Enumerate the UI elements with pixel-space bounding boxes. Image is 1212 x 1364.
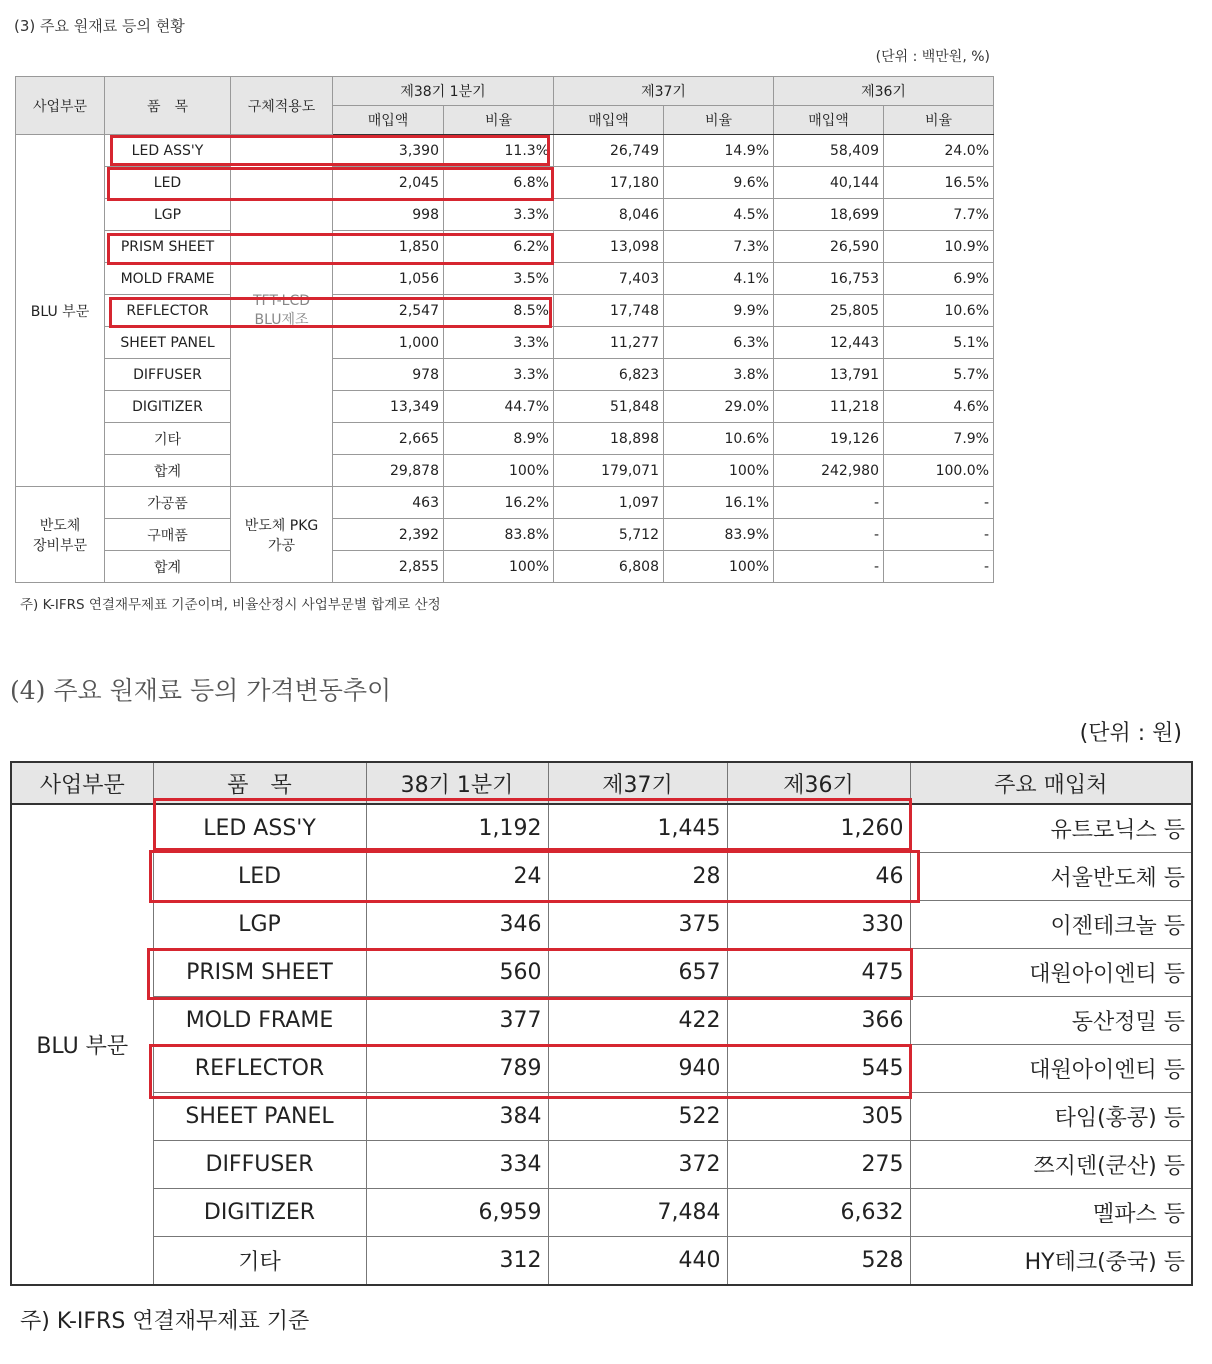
amount-cell: 11,218 xyxy=(774,391,884,423)
price-cell: 372 xyxy=(548,1141,727,1189)
ratio-cell: 24.0% xyxy=(884,135,994,167)
amount-cell: 13,098 xyxy=(554,231,664,263)
ratio-cell: 6.8% xyxy=(444,167,554,199)
ratio-cell: 16.5% xyxy=(884,167,994,199)
price-cell: 422 xyxy=(548,997,727,1045)
price-cell: 28 xyxy=(548,853,727,901)
price-cell: 789 xyxy=(366,1045,548,1093)
ratio-cell: 11.3% xyxy=(444,135,554,167)
ratio-cell: 83.9% xyxy=(664,519,774,551)
supplier-cell: 대원아이엔티 등 xyxy=(910,1045,1192,1093)
ratio-cell: 10.9% xyxy=(884,231,994,263)
header-segment: 사업부문 xyxy=(16,77,105,135)
price-cell: 940 xyxy=(548,1045,727,1093)
item-cell: 구매품 xyxy=(105,519,231,551)
price-cell: 1,192 xyxy=(366,804,548,853)
supplier-cell: 대원아이엔티 등 xyxy=(910,949,1192,997)
ratio-cell: - xyxy=(884,551,994,583)
ratio-cell: 5.7% xyxy=(884,359,994,391)
item-cell: DIGITIZER xyxy=(105,391,231,423)
amount-cell: 19,126 xyxy=(774,423,884,455)
section3-title: (3) 주요 원재료 등의 현황 xyxy=(14,17,185,35)
table-row xyxy=(11,853,1192,901)
price-cell: 545 xyxy=(727,1045,910,1093)
segment-cell-blu: BLU 부문 xyxy=(16,135,105,487)
ratio-cell: 8.5% xyxy=(444,295,554,327)
amount-cell: 13,791 xyxy=(774,359,884,391)
item-cell: 가공품 xyxy=(105,487,231,519)
ratio-cell: 100% xyxy=(664,551,774,583)
ratio-cell: 5.1% xyxy=(884,327,994,359)
ratio-cell: 3.5% xyxy=(444,263,554,295)
ratio-cell: - xyxy=(884,487,994,519)
item-cell: MOLD FRAME xyxy=(105,263,231,295)
price-cell: 657 xyxy=(548,949,727,997)
table-row xyxy=(16,423,994,455)
header-period-37: 제37기 xyxy=(554,77,774,106)
ratio-cell: 10.6% xyxy=(884,295,994,327)
segment-cell-blu: BLU 부문 xyxy=(11,804,153,1285)
section4-note: 주) K-IFRS 연결재무제표 기준 xyxy=(20,1309,310,1334)
header-period-38q1: 38기 1분기 xyxy=(366,762,548,804)
ratio-cell: 3.3% xyxy=(444,199,554,231)
ratio-cell: 6.9% xyxy=(884,263,994,295)
item-cell: LED xyxy=(153,853,366,901)
amount-cell: 6,823 xyxy=(554,359,664,391)
usage-line-1: TFT-LCD xyxy=(252,292,311,309)
table-row xyxy=(16,551,994,583)
supplier-cell: 동산정밀 등 xyxy=(910,997,1192,1045)
supplier-cell: 쯔지덴(쿤산) 등 xyxy=(910,1141,1192,1189)
amount-cell: 2,665 xyxy=(333,423,444,455)
price-cell: 305 xyxy=(727,1093,910,1141)
supplier-cell: 이젠테크놀 등 xyxy=(910,901,1192,949)
table-row xyxy=(16,135,994,167)
item-cell: 합계 xyxy=(105,455,231,487)
segment-cell-semiconductor xyxy=(16,487,105,583)
header-ratio: 비율 xyxy=(884,106,994,135)
supplier-cell: 유트로닉스 등 xyxy=(910,804,1192,853)
price-cell: 528 xyxy=(727,1237,910,1286)
header-item: 품 목 xyxy=(105,77,231,135)
item-cell: 기타 xyxy=(105,423,231,455)
ratio-cell: 100.0% xyxy=(884,455,994,487)
table-row xyxy=(16,455,994,487)
header-period-36: 제36기 xyxy=(727,762,910,804)
section3-note: 주) K-IFRS 연결재무제표 기준이며, 비율산정시 사업부문별 합계로 산정 xyxy=(20,597,441,613)
ratio-cell: 7.3% xyxy=(664,231,774,263)
amount-cell: 40,144 xyxy=(774,167,884,199)
table-row xyxy=(11,1141,1192,1189)
header-item: 품 목 xyxy=(153,762,366,804)
table-row xyxy=(16,327,994,359)
amount-cell: 1,056 xyxy=(333,263,444,295)
price-cell: 275 xyxy=(727,1141,910,1189)
usage-cell-blu xyxy=(231,135,333,487)
item-cell: LED ASS'Y xyxy=(105,135,231,167)
ratio-cell: 7.9% xyxy=(884,423,994,455)
ratio-cell: 10.6% xyxy=(664,423,774,455)
item-cell: MOLD FRAME xyxy=(153,997,366,1045)
table-row xyxy=(16,487,994,519)
table-row xyxy=(11,949,1192,997)
item-cell: LED xyxy=(105,167,231,199)
ratio-cell: 6.3% xyxy=(664,327,774,359)
ratio-cell: 44.7% xyxy=(444,391,554,423)
amount-cell: 179,071 xyxy=(554,455,664,487)
price-cell: 46 xyxy=(727,853,910,901)
segment-line-1: 반도체 xyxy=(39,517,81,534)
ratio-cell: 83.8% xyxy=(444,519,554,551)
price-trend-table xyxy=(10,761,1193,1286)
item-cell: REFLECTOR xyxy=(105,295,231,327)
amount-cell: - xyxy=(774,551,884,583)
amount-cell: 18,699 xyxy=(774,199,884,231)
amount-cell: 12,443 xyxy=(774,327,884,359)
price-cell: 6,632 xyxy=(727,1189,910,1237)
price-cell: 6,959 xyxy=(366,1189,548,1237)
price-cell: 334 xyxy=(366,1141,548,1189)
supplier-cell: 타임(홍콩) 등 xyxy=(910,1093,1192,1141)
table-row xyxy=(11,901,1192,949)
amount-cell: 463 xyxy=(333,487,444,519)
ratio-cell: 100% xyxy=(664,455,774,487)
price-cell: 24 xyxy=(366,853,548,901)
table-row xyxy=(16,359,994,391)
item-cell: PRISM SHEET xyxy=(153,949,366,997)
table-row xyxy=(16,519,994,551)
table-row xyxy=(16,199,994,231)
price-cell: 346 xyxy=(366,901,548,949)
header-amount: 매입액 xyxy=(333,106,444,135)
segment-line-2: 장비부문 xyxy=(32,537,88,554)
price-cell: 1,445 xyxy=(548,804,727,853)
item-cell: LGP xyxy=(105,199,231,231)
header-period-36: 제36기 xyxy=(774,77,994,106)
amount-cell: 26,590 xyxy=(774,231,884,263)
amount-cell: 17,180 xyxy=(554,167,664,199)
amount-cell: 13,349 xyxy=(333,391,444,423)
amount-cell: 51,848 xyxy=(554,391,664,423)
ratio-cell: 3.3% xyxy=(444,327,554,359)
item-cell: DIFFUSER xyxy=(153,1141,366,1189)
table-row xyxy=(11,1093,1192,1141)
ratio-cell: 14.9% xyxy=(664,135,774,167)
ratio-cell: 4.1% xyxy=(664,263,774,295)
table-row xyxy=(11,804,1192,853)
section3-unit: (단위 : 백만원, %) xyxy=(875,49,990,65)
table-row xyxy=(16,263,994,295)
ratio-cell: 16.1% xyxy=(664,487,774,519)
ratio-cell: 3.3% xyxy=(444,359,554,391)
supplier-cell: 서울반도체 등 xyxy=(910,853,1192,901)
amount-cell: 2,045 xyxy=(333,167,444,199)
item-cell: PRISM SHEET xyxy=(105,231,231,263)
table-row xyxy=(11,1189,1192,1237)
ratio-cell: 29.0% xyxy=(664,391,774,423)
ratio-cell: 4.6% xyxy=(884,391,994,423)
header-ratio: 비율 xyxy=(664,106,774,135)
item-cell: DIFFUSER xyxy=(105,359,231,391)
table-row xyxy=(16,231,994,263)
header-amount: 매입액 xyxy=(554,106,664,135)
usage-line-1: 반도체 PKG xyxy=(244,517,319,534)
ratio-cell: 100% xyxy=(444,455,554,487)
amount-cell: 1,850 xyxy=(333,231,444,263)
ratio-cell: 100% xyxy=(444,551,554,583)
usage-cell-semiconductor xyxy=(231,487,333,583)
header-period-38q1: 제38기 1분기 xyxy=(333,77,554,106)
price-cell: 312 xyxy=(366,1237,548,1286)
price-cell: 330 xyxy=(727,901,910,949)
item-cell: LED ASS'Y xyxy=(153,804,366,853)
amount-cell: 2,547 xyxy=(333,295,444,327)
amount-cell: 16,753 xyxy=(774,263,884,295)
item-cell: REFLECTOR xyxy=(153,1045,366,1093)
supplier-cell: 멜파스 등 xyxy=(910,1189,1192,1237)
amount-cell: 5,712 xyxy=(554,519,664,551)
item-cell: DIGITIZER xyxy=(153,1189,366,1237)
price-cell: 522 xyxy=(548,1093,727,1141)
ratio-cell: - xyxy=(884,519,994,551)
ratio-cell: 3.8% xyxy=(664,359,774,391)
amount-cell: 26,749 xyxy=(554,135,664,167)
amount-cell: 978 xyxy=(333,359,444,391)
table-row xyxy=(16,295,994,327)
amount-cell: 242,980 xyxy=(774,455,884,487)
raw-material-status-table xyxy=(15,76,994,583)
supplier-cell: HY테크(중국) 등 xyxy=(910,1237,1192,1286)
header-supplier: 주요 매입처 xyxy=(910,762,1192,804)
ratio-cell: 4.5% xyxy=(664,199,774,231)
item-cell: SHEET PANEL xyxy=(105,327,231,359)
amount-cell: 58,409 xyxy=(774,135,884,167)
header-amount: 매입액 xyxy=(774,106,884,135)
table-row xyxy=(16,167,994,199)
amount-cell: 2,855 xyxy=(333,551,444,583)
price-cell: 377 xyxy=(366,997,548,1045)
ratio-cell: 8.9% xyxy=(444,423,554,455)
amount-cell: 1,000 xyxy=(333,327,444,359)
price-cell: 1,260 xyxy=(727,804,910,853)
usage-line-2: 가공 xyxy=(267,537,296,554)
amount-cell: 25,805 xyxy=(774,295,884,327)
ratio-cell: 7.7% xyxy=(884,199,994,231)
amount-cell: 18,898 xyxy=(554,423,664,455)
header-usage: 구체적용도 xyxy=(231,77,333,135)
ratio-cell: 9.9% xyxy=(664,295,774,327)
item-cell: 기타 xyxy=(153,1237,366,1286)
amount-cell: 17,748 xyxy=(554,295,664,327)
amount-cell: 1,097 xyxy=(554,487,664,519)
table-row xyxy=(16,391,994,423)
table-row xyxy=(11,997,1192,1045)
amount-cell: 29,878 xyxy=(333,455,444,487)
table-row xyxy=(11,1237,1192,1286)
price-cell: 7,484 xyxy=(548,1189,727,1237)
amount-cell: 11,277 xyxy=(554,327,664,359)
item-cell: LGP xyxy=(153,901,366,949)
item-cell: 합계 xyxy=(105,551,231,583)
ratio-cell: 16.2% xyxy=(444,487,554,519)
header-period-37: 제37기 xyxy=(548,762,727,804)
header-segment: 사업부문 xyxy=(11,762,153,804)
price-cell: 384 xyxy=(366,1093,548,1141)
price-cell: 560 xyxy=(366,949,548,997)
price-cell: 375 xyxy=(548,901,727,949)
amount-cell: - xyxy=(774,487,884,519)
section4-unit: (단위 : 원) xyxy=(1079,721,1182,746)
price-cell: 440 xyxy=(548,1237,727,1286)
usage-line-2: BLU제조 xyxy=(254,311,309,328)
amount-cell: 998 xyxy=(333,199,444,231)
table-row xyxy=(11,1045,1192,1093)
item-cell: SHEET PANEL xyxy=(153,1093,366,1141)
price-cell: 475 xyxy=(727,949,910,997)
section4-title: (4) 주요 원재료 등의 가격변동추이 xyxy=(10,676,392,705)
ratio-cell: 6.2% xyxy=(444,231,554,263)
amount-cell: 3,390 xyxy=(333,135,444,167)
amount-cell: 7,403 xyxy=(554,263,664,295)
amount-cell: 8,046 xyxy=(554,199,664,231)
amount-cell: - xyxy=(774,519,884,551)
header-ratio: 비율 xyxy=(444,106,554,135)
amount-cell: 2,392 xyxy=(333,519,444,551)
ratio-cell: 9.6% xyxy=(664,167,774,199)
amount-cell: 6,808 xyxy=(554,551,664,583)
price-cell: 366 xyxy=(727,997,910,1045)
